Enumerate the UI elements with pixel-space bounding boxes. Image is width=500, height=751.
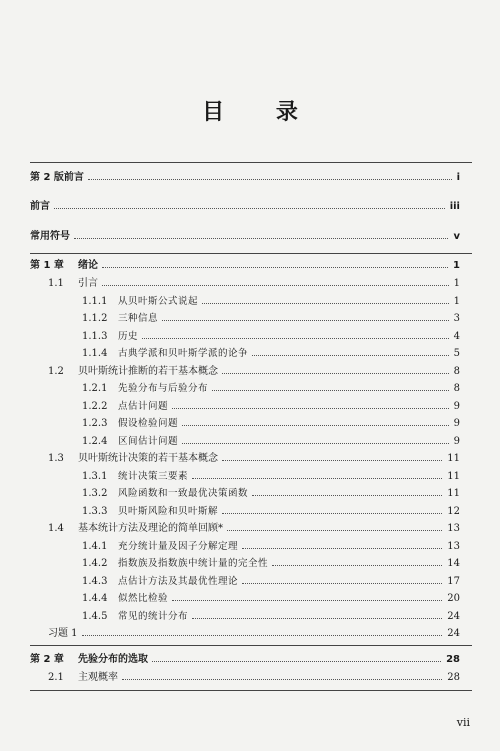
leader-dots — [152, 661, 441, 662]
page-folio: vii — [456, 716, 470, 729]
entry-number: 1.2 — [48, 365, 64, 377]
entry-page: 28 — [447, 672, 460, 683]
entry-page: 12 — [447, 505, 460, 517]
chapter-title: 先验分布的选取 — [78, 654, 148, 665]
leader-dots — [212, 390, 449, 391]
entry-label — [82, 488, 250, 500]
entry-page: 3 — [453, 313, 460, 324]
entry-title: 常见的统计分布 — [118, 610, 189, 622]
entry-title: 引言 — [78, 278, 98, 289]
toc-subsection[interactable] — [82, 541, 460, 553]
leader-dots — [122, 679, 442, 680]
divider — [30, 690, 472, 691]
divider — [30, 253, 472, 254]
entry-page: iii — [449, 201, 460, 212]
entry-page: 8 — [453, 383, 460, 394]
entry-label — [82, 331, 140, 343]
entry-number: 1.4.2 — [82, 558, 108, 569]
leader-dots — [222, 513, 442, 514]
entry-label — [82, 541, 240, 553]
entry-number: 1.4.3 — [82, 575, 108, 587]
entry-label — [82, 383, 210, 395]
toc-subsection[interactable] — [82, 488, 460, 500]
entry-label — [48, 672, 120, 684]
entry-page: 13 — [447, 523, 460, 534]
entry-label — [82, 471, 190, 483]
leader-dots — [162, 320, 449, 321]
entry-page: 11 — [447, 453, 460, 464]
entry-number: 1.3.2 — [82, 488, 108, 499]
leader-dots — [252, 355, 449, 356]
leader-dots — [54, 208, 445, 209]
entry-label — [48, 523, 225, 535]
page-title: 目 录 — [202, 99, 320, 125]
entry-label — [48, 366, 220, 378]
toc-subsection[interactable] — [82, 296, 460, 308]
entry-number: 1.3.1 — [82, 470, 108, 482]
entry-number: 2.1 — [48, 672, 64, 683]
toc-subsection[interactable] — [82, 576, 460, 588]
toc-subsection[interactable] — [82, 348, 460, 360]
entry-page: 20 — [447, 593, 460, 604]
entry-page: 4 — [453, 330, 460, 342]
entry-title: 点估计问题 — [118, 400, 169, 412]
entry-label — [82, 418, 180, 430]
entry-page: v — [453, 231, 460, 242]
toc-subsection[interactable] — [82, 331, 460, 343]
entry-title: 区间估计问题 — [118, 435, 179, 447]
entry-page: 8 — [453, 365, 460, 377]
entry-page: i — [456, 172, 460, 183]
entry-label: 前言 — [30, 201, 50, 212]
entry-title: 指数族及指数族中统计量的完全性 — [118, 558, 269, 569]
entry-title: 似然比检验 — [118, 593, 169, 604]
toc-section[interactable] — [48, 453, 460, 465]
entry-title: 充分统计量及因子分解定理 — [118, 540, 239, 552]
entry-label — [82, 611, 190, 623]
leader-dots — [252, 495, 442, 496]
entry-number: 1.2.3 — [82, 418, 108, 429]
entry-label — [82, 348, 250, 360]
toc-subsection[interactable] — [82, 506, 460, 518]
toc-subsection[interactable] — [82, 401, 460, 413]
toc-subsection[interactable] — [82, 558, 460, 570]
divider — [30, 162, 472, 163]
leader-dots — [272, 565, 442, 566]
entry-title: 古典学派和贝叶斯学派的论争 — [118, 348, 249, 359]
entry-number: 1.2.4 — [82, 435, 108, 447]
entry-number: 1.1.3 — [82, 330, 108, 342]
leader-dots — [142, 338, 449, 339]
entry-page: 28 — [446, 654, 460, 665]
entry-label — [82, 576, 240, 588]
entry-page: 11 — [447, 470, 460, 482]
entry-number: 1.2.1 — [82, 383, 108, 394]
toc-subsection[interactable] — [82, 593, 460, 605]
entry-label — [82, 593, 170, 605]
leader-dots — [182, 425, 449, 426]
entry-number: 1.1.2 — [82, 313, 108, 324]
entry-label — [82, 296, 200, 308]
entry-label — [48, 453, 220, 465]
entry-title: 从贝叶斯公式说起 — [118, 295, 199, 307]
leader-dots — [102, 285, 449, 286]
entry-title: 点估计方法及其最优性理论 — [118, 575, 239, 587]
entry-number: 1.4.4 — [82, 593, 108, 604]
entry-page: 9 — [453, 400, 460, 412]
chapter-number: 第 1 章 — [30, 260, 64, 271]
entry-page: 24 — [447, 610, 460, 622]
entry-title: 风险函数和一致最优决策函数 — [118, 488, 249, 499]
entry-page: 1 — [453, 260, 460, 271]
entry-number: 1.4.5 — [82, 610, 108, 622]
toc-subsection[interactable] — [82, 471, 460, 483]
entry-label — [48, 278, 100, 290]
entry-page: 17 — [447, 575, 460, 587]
entry-title: 习题 1 — [48, 628, 78, 639]
entry-title: 贝叶斯统计推断的若干基本概念 — [78, 365, 218, 377]
entry-label — [82, 506, 220, 518]
leader-dots — [227, 530, 442, 531]
leader-dots — [192, 478, 442, 479]
entry-page: 14 — [447, 558, 460, 569]
toc-section[interactable] — [48, 366, 460, 378]
leader-dots — [222, 373, 449, 374]
leader-dots — [202, 303, 449, 304]
entry-page: 24 — [447, 628, 460, 639]
entry-number: 1.3.3 — [82, 505, 108, 517]
leader-dots — [172, 600, 442, 601]
toc-subsection[interactable] — [82, 313, 460, 325]
entry-label — [82, 558, 270, 570]
entry-title: 主观概率 — [78, 672, 118, 683]
leader-dots — [242, 548, 442, 549]
entry-number: 1.1.1 — [82, 295, 108, 307]
leader-dots — [82, 635, 443, 636]
toc-subsection[interactable] — [82, 418, 460, 430]
toc-subsection[interactable] — [82, 611, 460, 623]
entry-label — [82, 436, 180, 448]
entry-label: 常用符号 — [30, 231, 70, 242]
leader-dots — [172, 408, 449, 409]
entry-number: 1.4 — [48, 523, 64, 534]
entry-title: 假设检验问题 — [118, 418, 179, 429]
leader-dots — [102, 267, 448, 268]
entry-page: 1 — [453, 278, 460, 289]
chapter-number: 第 2 章 — [30, 654, 64, 665]
entry-number: 1.1.4 — [82, 348, 108, 359]
entry-number: 1.2.2 — [82, 400, 108, 412]
entry-page: 13 — [447, 540, 460, 552]
leader-dots — [222, 460, 442, 461]
entry-title: 三种信息 — [118, 313, 159, 324]
leader-dots — [242, 583, 442, 584]
leader-dots — [88, 179, 452, 180]
entry-label — [82, 401, 170, 413]
entry-number: 1.1 — [48, 278, 64, 289]
toc-chapter-2[interactable] — [30, 654, 460, 666]
toc-subsection[interactable] — [82, 383, 460, 395]
entry-title: 贝叶斯统计决策的若干基本概念 — [78, 453, 218, 464]
entry-page: 9 — [453, 418, 460, 429]
toc-subsection[interactable] — [82, 436, 460, 448]
entry-page: 11 — [447, 488, 460, 499]
toc-section[interactable] — [48, 628, 460, 640]
leader-dots — [192, 618, 442, 619]
entry-number: 1.3 — [48, 453, 64, 464]
toc-entry-front[interactable] — [30, 201, 460, 213]
entry-label: 第 2 版前言 — [30, 172, 84, 183]
toc-section[interactable] — [48, 278, 460, 290]
divider — [30, 645, 472, 646]
toc-section[interactable] — [48, 523, 460, 535]
chapter-title: 绪论 — [78, 260, 98, 271]
entry-page: 5 — [453, 348, 460, 359]
toc-entry-front[interactable] — [30, 172, 460, 184]
entry-page: 1 — [453, 295, 460, 307]
entry-title: 先验分布与后验分布 — [118, 383, 209, 394]
entry-title: 贝叶斯风险和贝叶斯解 — [118, 505, 219, 517]
leader-dots — [182, 443, 449, 444]
toc-section[interactable] — [48, 672, 460, 684]
entry-number: 1.4.1 — [82, 540, 108, 552]
entry-title: 统计决策三要素 — [118, 470, 189, 482]
leader-dots — [74, 238, 448, 239]
toc-entry-front[interactable] — [30, 231, 460, 243]
entry-label — [48, 628, 80, 640]
entry-title: 历史 — [118, 330, 139, 342]
entry-title: 基本统计方法及理论的简单回顾* — [78, 523, 223, 534]
entry-label — [82, 313, 160, 325]
toc-chapter-1[interactable] — [30, 260, 460, 272]
entry-page: 9 — [453, 435, 460, 447]
